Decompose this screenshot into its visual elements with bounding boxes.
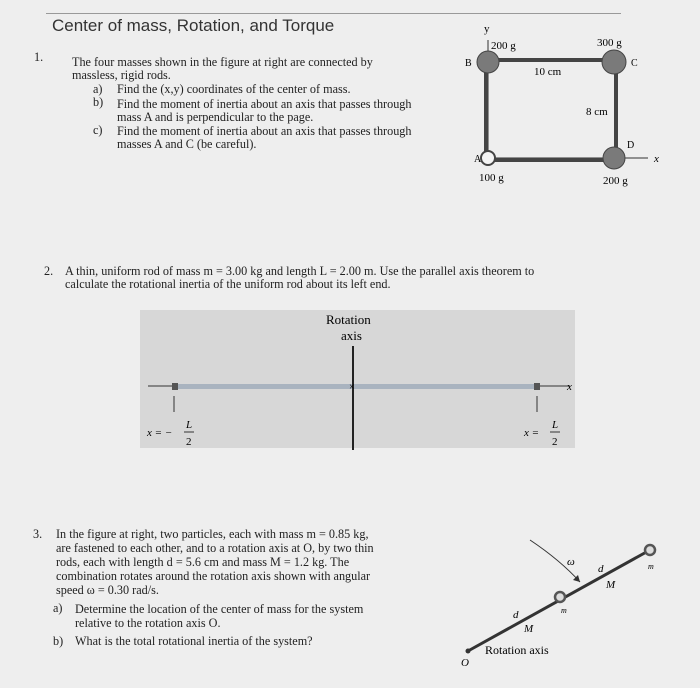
fig2-rod-right-end	[534, 383, 540, 390]
problem3-a-line2: relative to the rotation axis O.	[75, 616, 221, 630]
fig1-mass-A	[481, 151, 495, 165]
fig2-right-prefix: x =	[524, 427, 540, 439]
fig3-axis-label: Rotation axis	[485, 643, 549, 657]
fig1-mass-B-value: 200 g	[491, 40, 516, 52]
problem3-line5: speed ω = 0.30 rad/s.	[56, 583, 159, 597]
problem1-c-line1: Find the moment of inertia about an axis that passes through	[117, 124, 412, 138]
problem1-a-text: Find the (x,y) coordinates of the center of mass.	[117, 82, 351, 96]
fig2-right-frac-num: L	[552, 419, 559, 431]
problem3-line4: combination rotates around the rotation axis shown with angular	[56, 569, 371, 583]
problem2-line2: calculate the rotational inertia of the uniform rod about its left end.	[65, 277, 391, 291]
problem3-a-line1: Determine the location of the center of mass for the system	[75, 602, 364, 616]
fig2-right-frac-den: 2	[552, 436, 558, 448]
fig1-x-label: x	[654, 153, 659, 165]
problem1-number: 1.	[34, 50, 44, 64]
fig3-particle-1	[555, 592, 565, 602]
problem3-a-label: a)	[53, 601, 63, 615]
fig1-label-B: B	[465, 58, 472, 69]
fig3-m2-label: m	[648, 562, 654, 571]
fig1-label-D: D	[627, 140, 635, 151]
fig1-label-A: A	[474, 154, 482, 165]
fig1-mass-B	[477, 51, 499, 73]
problem1-b-line2: mass A and is perpendicular to the page.	[117, 110, 314, 124]
problem2-figure	[0, 300, 700, 460]
fig3-d1-label: d	[513, 609, 519, 621]
fig3-m1-label: m	[561, 606, 567, 615]
page-title: Center of mass, Rotation, and Torque	[52, 16, 335, 35]
fig2-rod	[175, 384, 537, 389]
fig1-y-label: y	[484, 23, 490, 35]
problem1-b-line1: Find the moment of inertia about an axis that passes through	[117, 97, 412, 111]
problem3-number: 3.	[33, 527, 43, 541]
fig1-mass-D-value: 200 g	[603, 175, 628, 187]
fig2-axis-cross: ×	[349, 382, 355, 393]
fig2-left-frac-num: L	[186, 419, 193, 431]
problem1-intro-line1: The four masses shown in the figure at right are connected by	[72, 55, 373, 69]
fig2-axis-label-1: Rotation	[326, 312, 371, 327]
fig3-particle-2	[645, 545, 655, 555]
fig2-rod-left-end	[172, 383, 178, 390]
problem3-line2: are fastened to each other, and to a rotation axis at O, by two thin	[56, 541, 374, 555]
problem1-a-label: a)	[93, 82, 103, 96]
problem3-figure	[0, 520, 700, 688]
fig3-origin-label: O	[461, 657, 469, 669]
fig3-M2-label: M	[606, 579, 616, 591]
problem2-line1: A thin, uniform rod of mass m = 3.00 kg and length L = 2.00 m. Use the parallel axis theorem to	[65, 264, 535, 278]
fig2-x-label: x	[567, 381, 572, 393]
fig1-width-label: 10 cm	[534, 66, 562, 78]
fig3-origin-dot	[466, 649, 471, 654]
problem1-c-line2: masses A and C (be careful).	[117, 137, 257, 151]
problem1-intro-line2: massless, rigid rods.	[72, 68, 171, 82]
problem2-number: 2.	[44, 264, 54, 278]
fig1-mass-C-value: 300 g	[597, 37, 622, 49]
fig3-d2-label: d	[598, 563, 604, 575]
fig1-mass-D	[603, 147, 625, 169]
fig3-omega-label: ω	[567, 556, 575, 568]
fig1-mass-A-value: 100 g	[479, 172, 504, 184]
problem3-b-text: What is the total rotational inertia of the system?	[75, 634, 313, 648]
fig2-left-prefix: x = −	[147, 427, 173, 439]
problem3-line3: rods, each with length d = 5.6 cm and mass M = 1.2 kg. The	[56, 555, 350, 569]
problem1-figure	[0, 0, 700, 200]
fig2-left-frac-den: 2	[186, 436, 192, 448]
fig1-height-label: 8 cm	[586, 106, 608, 118]
fig2-axis-label-2: axis	[341, 328, 362, 343]
fig1-label-C: C	[631, 58, 638, 69]
problem1-b-label: b)	[93, 95, 104, 109]
problem3-b-label: b)	[53, 634, 64, 648]
problem1-c-label: c)	[93, 123, 103, 137]
problem3-line1: In the figure at right, two particles, each with mass m = 0.85 kg,	[56, 527, 369, 541]
fig1-mass-C	[602, 50, 626, 74]
fig3-M1-label: M	[524, 623, 534, 635]
